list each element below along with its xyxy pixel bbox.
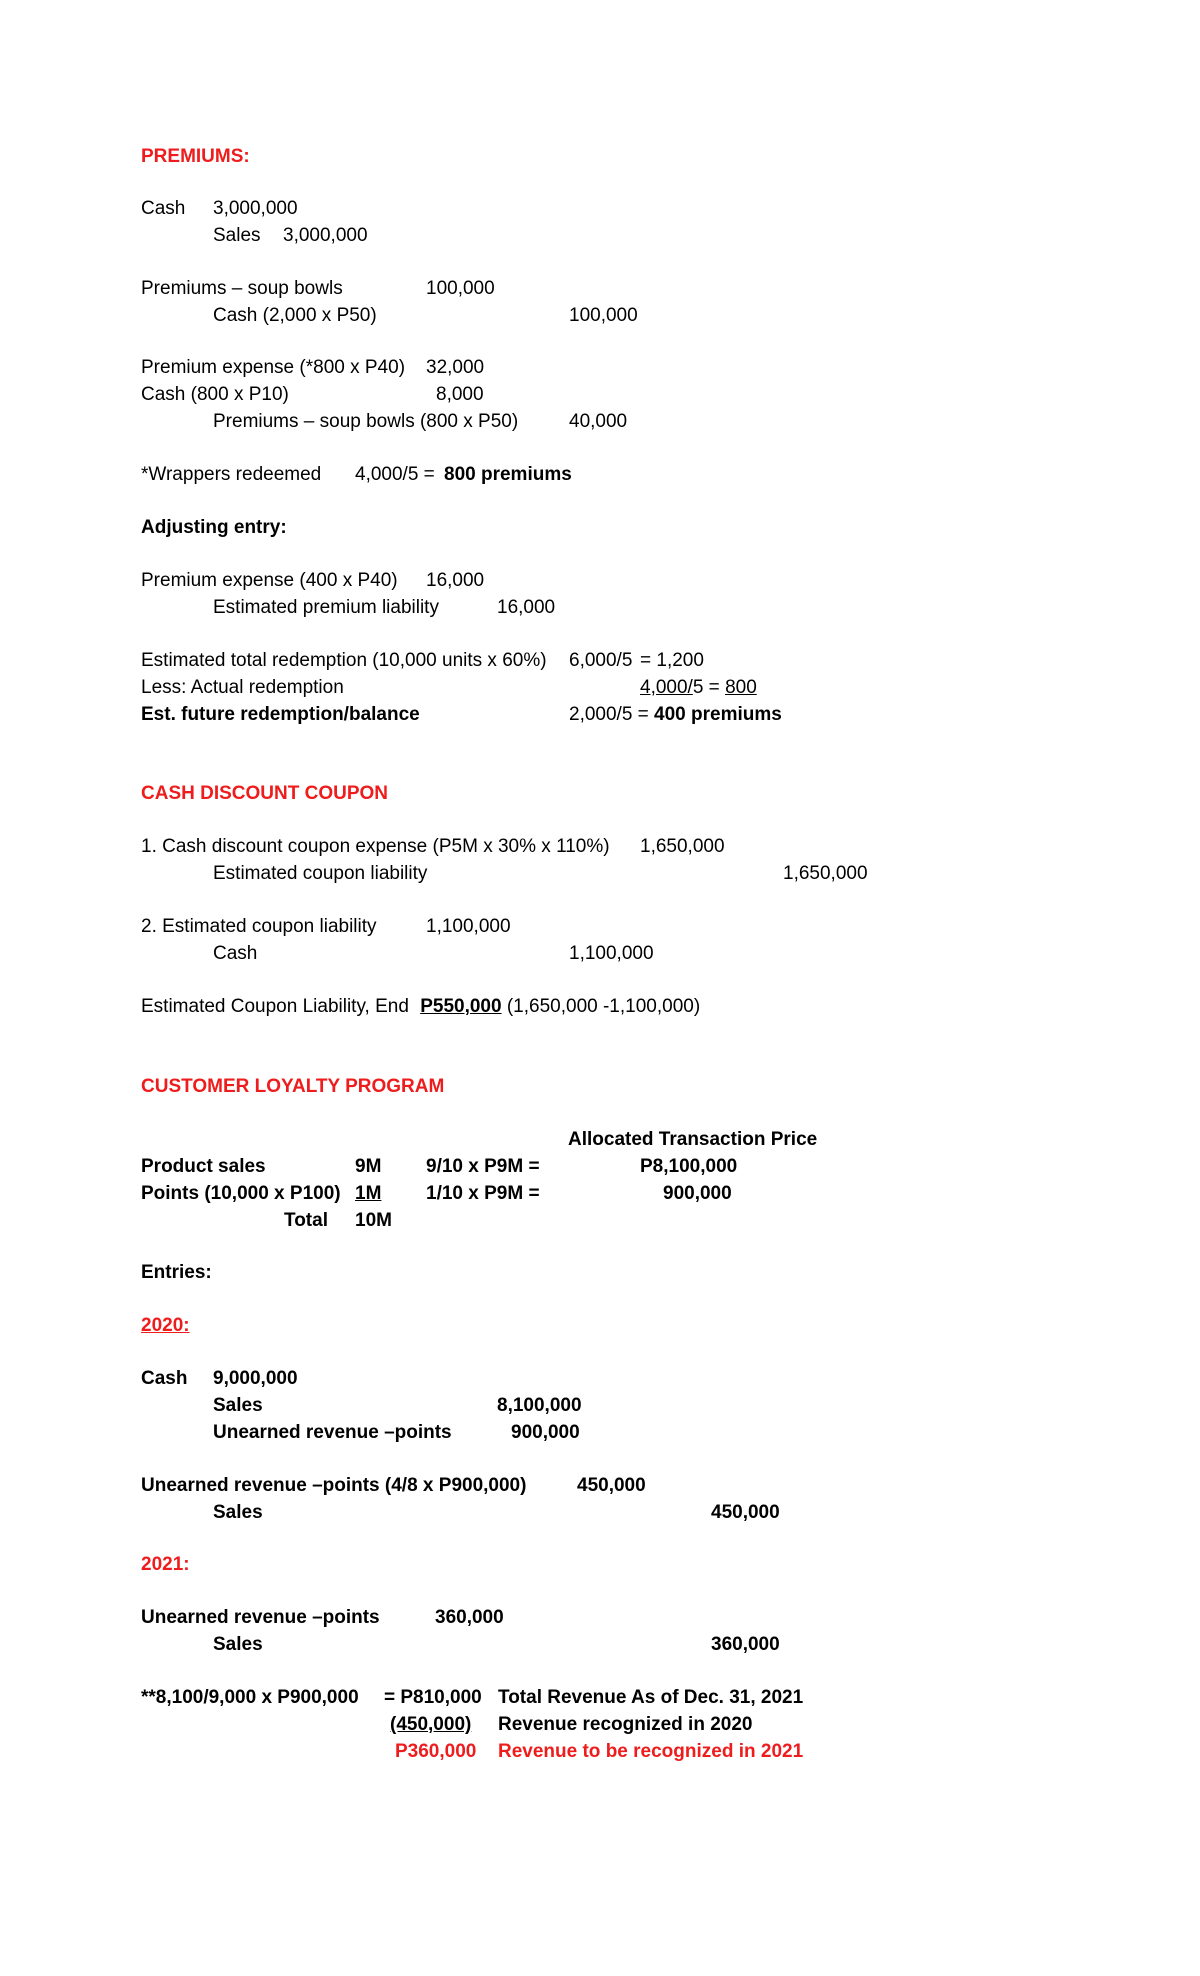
coupon-liability-label: Estimated Coupon Liability, End: [141, 996, 409, 1017]
coupon-liability-calc: (1,650,000 -1,100,000): [506, 996, 701, 1017]
entry-credit-account: Cash: [213, 943, 258, 964]
calc-actual-divisor: 5: [692, 677, 704, 698]
calc-row-label: Less: Actual redemption: [141, 677, 344, 698]
entry-credit-amount: 1,100,000: [569, 943, 654, 964]
calc-row-label: Est. future redemption/balance: [141, 704, 420, 725]
calc-actual-value: 4,000/: [640, 677, 693, 698]
allocation-total-amount: 10M: [355, 1210, 392, 1231]
entry-credit-amount: 450,000: [711, 1502, 780, 1523]
entry-credit-amount: 900,000: [511, 1422, 580, 1443]
entry-credit-amount: 3,000,000: [283, 225, 368, 246]
entry-debit-amount: 450,000: [577, 1475, 646, 1496]
summary-2021-desc: Revenue to be recognized in 2021: [498, 1741, 804, 1762]
allocation-row-calc: 9/10 x P9M =: [426, 1156, 540, 1177]
entry-credit-account: Estimated coupon liability: [213, 863, 428, 884]
summary-2021-value: P360,000: [395, 1741, 477, 1762]
year-2021-heading: 2021:: [141, 1554, 190, 1575]
entry-debit-account: Premium expense (*800 x P40): [141, 357, 406, 378]
allocation-row-amount: 9M: [355, 1156, 382, 1177]
entry-credit-amount: 16,000: [497, 597, 556, 618]
entry-credit-account: Premiums – soup bowls (800 x P50): [213, 411, 519, 432]
calc-actual-equals: =: [703, 677, 726, 698]
entry-credit-account: Sales: [213, 1395, 263, 1416]
entry-credit-amount: 40,000: [569, 411, 628, 432]
entry-debit-account: Unearned revenue –points (4/8 x P900,000): [141, 1475, 527, 1496]
entry-debit-amount: 32,000: [426, 357, 485, 378]
allocation-row-label: Points (10,000 x P100): [141, 1183, 341, 1204]
summary-total-desc: Total Revenue As of Dec. 31, 2021: [498, 1687, 804, 1708]
allocation-row-amount: 1M: [355, 1183, 382, 1204]
year-2020-heading: 2020:: [141, 1315, 190, 1336]
entry-debit-account: Premiums – soup bowls: [141, 278, 343, 299]
coupon-liability-end: [141, 996, 700, 1018]
entry-debit-account: Unearned revenue –points: [141, 1607, 380, 1628]
summary-2020-desc: Revenue recognized in 2020: [498, 1714, 753, 1735]
allocation-row-value: 900,000: [663, 1183, 732, 1204]
summary-calc: **8,100/9,000 x P900,000: [141, 1687, 359, 1708]
entry-credit-amount: 1,650,000: [783, 863, 868, 884]
calc-row-value: [569, 704, 782, 726]
premiums-heading: PREMIUMS:: [141, 146, 250, 167]
entry-credit-account: Sales: [213, 225, 261, 246]
entry-credit-amount: 8,100,000: [497, 1395, 582, 1416]
calc-row-label: Estimated total redemption (10,000 units x 60%): [141, 650, 547, 671]
entry-credit-account: Unearned revenue –points: [213, 1422, 452, 1443]
allocation-total-label: Total: [284, 1210, 328, 1231]
entry-credit-amount: 100,000: [569, 305, 638, 326]
wrappers-note-result: 800 premiums: [444, 464, 572, 485]
wrappers-note-label: *Wrappers redeemed: [141, 464, 322, 485]
calc-balance-result: 400 premiums: [654, 704, 782, 725]
wrappers-note-calc: 4,000/5 =: [355, 464, 435, 485]
allocation-row-calc: 1/10 x P9M =: [426, 1183, 540, 1204]
entry-debit-amount: 8,000: [436, 384, 484, 405]
entry-debit-amount: 16,000: [426, 570, 485, 591]
entry-debit-account: Cash (800 x P10): [141, 384, 289, 405]
entry-credit-account: Sales: [213, 1502, 263, 1523]
allocation-row-value: P8,100,000: [640, 1156, 738, 1177]
calc-balance-value: 2,000/5 =: [569, 704, 655, 725]
coupon-heading: CASH DISCOUNT COUPON: [141, 783, 389, 804]
calc-actual-result: 800: [725, 677, 757, 698]
entry-credit-account: Sales: [213, 1634, 263, 1655]
entry-debit-account: 2. Estimated coupon liability: [141, 916, 377, 937]
calc-row-value: [640, 677, 757, 699]
entry-credit-account: Estimated premium liability: [213, 597, 439, 618]
allocation-column-header: Allocated Transaction Price: [568, 1129, 818, 1150]
entry-debit-account: Cash: [141, 1368, 188, 1389]
summary-2020-value: (450,000): [390, 1714, 472, 1735]
summary-total-value: = P810,000: [384, 1687, 482, 1708]
entry-debit-amount: 1,100,000: [426, 916, 511, 937]
entry-debit-account: Cash: [141, 198, 186, 219]
calc-row-result: = 1,200: [640, 650, 704, 671]
loyalty-heading: CUSTOMER LOYALTY PROGRAM: [141, 1076, 445, 1097]
entry-debit-amount: 1,650,000: [640, 836, 725, 857]
entry-debit-amount: 3,000,000: [213, 198, 298, 219]
entries-heading: Entries:: [141, 1262, 212, 1283]
entry-credit-account: Cash (2,000 x P50): [213, 305, 377, 326]
adjusting-entry-heading: Adjusting entry:: [141, 517, 287, 538]
entry-debit-account: Premium expense (400 x P40): [141, 570, 398, 591]
entry-debit-amount: 9,000,000: [213, 1368, 298, 1389]
entry-debit-account: 1. Cash discount coupon expense (P5M x 30% x 110%): [141, 836, 610, 857]
calc-row-value: 6,000/5: [569, 650, 633, 671]
entry-credit-amount: 360,000: [711, 1634, 780, 1655]
coupon-liability-value: P550,000: [420, 996, 502, 1017]
allocation-row-label: Product sales: [141, 1156, 266, 1177]
entry-debit-amount: 360,000: [435, 1607, 504, 1628]
entry-debit-amount: 100,000: [426, 278, 495, 299]
